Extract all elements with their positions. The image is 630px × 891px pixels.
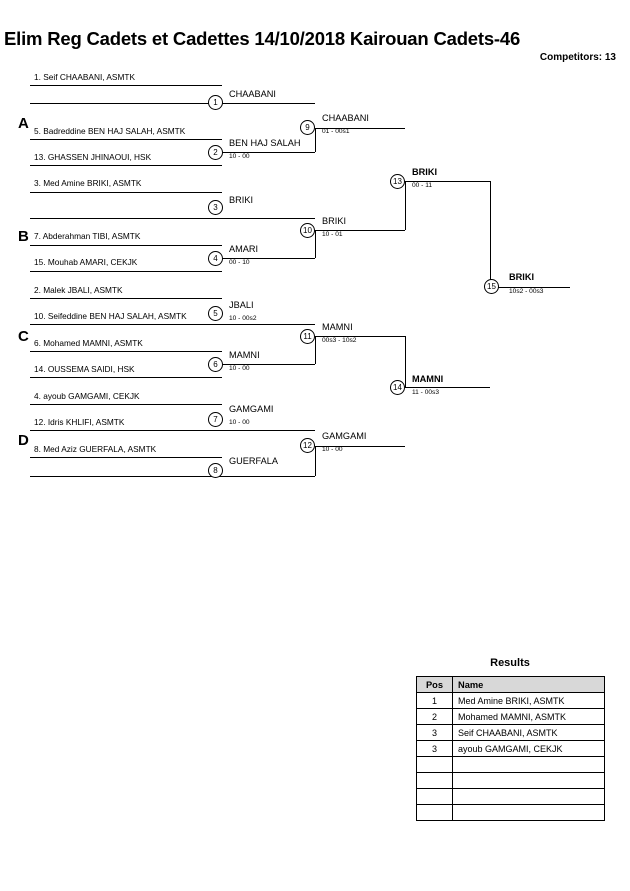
match-number[interactable]: 9 <box>300 120 315 135</box>
match-winner: CHAABANI <box>322 113 369 123</box>
table-row <box>417 805 605 821</box>
entrant-name: 12. Idris KHLIFI, ASMTK <box>34 417 125 427</box>
match-winner: BRIKI <box>412 167 438 177</box>
match-score: 01 - 00s1 <box>322 128 350 135</box>
bracket-line <box>222 476 315 477</box>
match-score: 10 - 00 <box>229 153 250 160</box>
table-row <box>417 725 605 741</box>
bracket-line <box>222 324 315 325</box>
result-name <box>453 757 605 773</box>
match-winner: BRIKI <box>229 195 253 205</box>
match-number[interactable]: 12 <box>300 438 315 453</box>
bracket-line <box>30 351 222 352</box>
bracket-line <box>30 476 222 477</box>
match-winner: GAMGAMI <box>229 404 274 414</box>
table-header-row <box>417 677 605 693</box>
match-winner: GAMGAMI <box>322 431 367 441</box>
result-pos <box>417 805 453 821</box>
competitors-count: Competitors: 13 <box>539 52 616 63</box>
group-label-b: B <box>18 228 29 245</box>
match-winner: MAMNI <box>412 374 444 384</box>
result-name: Med Amine BRIKI, ASMTK <box>453 693 605 709</box>
table-row <box>417 789 605 805</box>
bracket-line <box>30 85 222 86</box>
match-number[interactable]: 7 <box>208 412 223 427</box>
bracket-line <box>30 165 222 166</box>
bracket-line <box>222 103 315 104</box>
match-winner: AMARI <box>229 244 259 254</box>
result-name <box>453 805 605 821</box>
bracket-line <box>315 230 316 258</box>
entrant-name: 8. Med Aziz GUERFALA, ASMTK <box>34 444 157 454</box>
match-score: 10s2 - 00s3 <box>509 288 544 295</box>
match-winner: CHAABANI <box>229 89 276 99</box>
match-score: 00 - 10 <box>229 259 250 266</box>
table-row <box>417 773 605 789</box>
bracket-line <box>222 430 315 431</box>
bracket-line <box>315 336 316 364</box>
bracket-line <box>405 387 490 388</box>
result-name <box>453 789 605 805</box>
group-label-a: A <box>18 115 29 132</box>
entrant-name: 6. Mohamed MAMNI, ASMTK <box>34 338 143 348</box>
result-name: Seif CHAABANI, ASMTK <box>453 725 605 741</box>
bracket-line <box>405 336 406 387</box>
bracket-line <box>30 457 222 458</box>
match-number[interactable]: 1 <box>208 95 223 110</box>
bracket-line <box>30 430 222 431</box>
entrant-name: 7. Abderahman TIBI, ASMTK <box>34 231 141 241</box>
result-pos <box>417 789 453 805</box>
match-number[interactable]: 2 <box>208 145 223 160</box>
match-score: 10 - 00s2 <box>229 315 257 322</box>
bracket-line <box>30 271 222 272</box>
table-row <box>417 741 605 757</box>
match-score: 10 - 00 <box>322 446 343 453</box>
match-number[interactable]: 8 <box>208 463 223 478</box>
match-number[interactable]: 14 <box>390 380 405 395</box>
match-winner: MAMNI <box>229 350 260 360</box>
bracket-line <box>30 324 222 325</box>
match-number[interactable]: 11 <box>300 329 315 344</box>
entrant-name: 5. Badreddine BEN HAJ SALAH, ASMTK <box>34 126 186 136</box>
result-name: Mohamed MAMNI, ASMTK <box>453 709 605 725</box>
page-title: Elim Reg Cadets et Cadettes 14/10/2018 Kairouan Cadets-46 <box>4 28 521 49</box>
results-title: Results <box>490 657 530 669</box>
result-pos <box>417 757 453 773</box>
match-score: 00s3 - 10s2 <box>322 337 357 344</box>
group-label-c: C <box>18 328 29 345</box>
column-header-pos: Pos <box>417 677 453 693</box>
result-name: ayoub GAMGAMI, CEKJK <box>453 741 605 757</box>
result-pos: 2 <box>417 709 453 725</box>
entrant-name: 14. OUSSEMA SAIDI, HSK <box>34 364 135 374</box>
group-label-d: D <box>18 432 29 449</box>
match-number[interactable]: 15 <box>484 279 499 294</box>
bracket-line <box>30 404 222 405</box>
table-row <box>417 709 605 725</box>
entrant-name: 1. Seif CHAABANI, ASMTK <box>34 72 135 82</box>
match-score: 10 - 01 <box>322 231 343 238</box>
bracket-line <box>30 139 222 140</box>
bracket-line <box>490 181 491 287</box>
match-score: 10 - 00 <box>229 365 250 372</box>
match-score: 10 - 00 <box>229 419 250 426</box>
result-pos <box>417 773 453 789</box>
match-score: 11 - 00s3 <box>412 389 440 396</box>
match-number[interactable]: 10 <box>300 223 315 238</box>
bracket-line <box>30 245 222 246</box>
bracket-line <box>30 377 222 378</box>
match-number[interactable]: 13 <box>390 174 405 189</box>
bracket-line <box>30 192 222 193</box>
match-winner: BRIKI <box>322 216 346 226</box>
entrant-name: 10. Seifeddine BEN HAJ SALAH, ASMTK <box>34 311 187 321</box>
match-winner: MAMNI <box>322 322 353 332</box>
column-header-name: Name <box>453 677 605 693</box>
bracket-line <box>315 446 316 476</box>
bracket-line <box>30 218 222 219</box>
match-winner: BRIKI <box>509 272 535 282</box>
match-number[interactable]: 6 <box>208 357 223 372</box>
match-number[interactable]: 3 <box>208 200 223 215</box>
match-winner: GUERFALA <box>229 456 279 466</box>
bracket-line <box>30 298 222 299</box>
bracket-line <box>222 218 315 219</box>
table-row <box>417 693 605 709</box>
entrant-name: 3. Med Amine BRIKI, ASMTK <box>34 178 142 188</box>
bracket-line <box>315 128 316 152</box>
entrant-name: 15. Mouhab AMARI, CEKJK <box>34 257 138 267</box>
entrant-name: 2. Malek JBALI, ASMTK <box>34 285 123 295</box>
bracket-line <box>405 181 406 230</box>
match-number[interactable]: 5 <box>208 306 223 321</box>
bracket-line <box>30 103 222 104</box>
entrant-name: 13. GHASSEN JHINAOUI, HSK <box>34 152 152 162</box>
result-pos: 3 <box>417 725 453 741</box>
result-name <box>453 773 605 789</box>
match-winner: JBALI <box>229 300 254 310</box>
entrant-name: 4. ayoub GAMGAMI, CEKJK <box>34 391 140 401</box>
result-pos: 1 <box>417 693 453 709</box>
table-row <box>417 757 605 773</box>
match-winner: BEN HAJ SALAH <box>229 138 301 148</box>
results-table <box>416 676 605 821</box>
match-number[interactable]: 4 <box>208 251 223 266</box>
match-score: 00 - 11 <box>412 182 433 189</box>
result-pos: 3 <box>417 741 453 757</box>
